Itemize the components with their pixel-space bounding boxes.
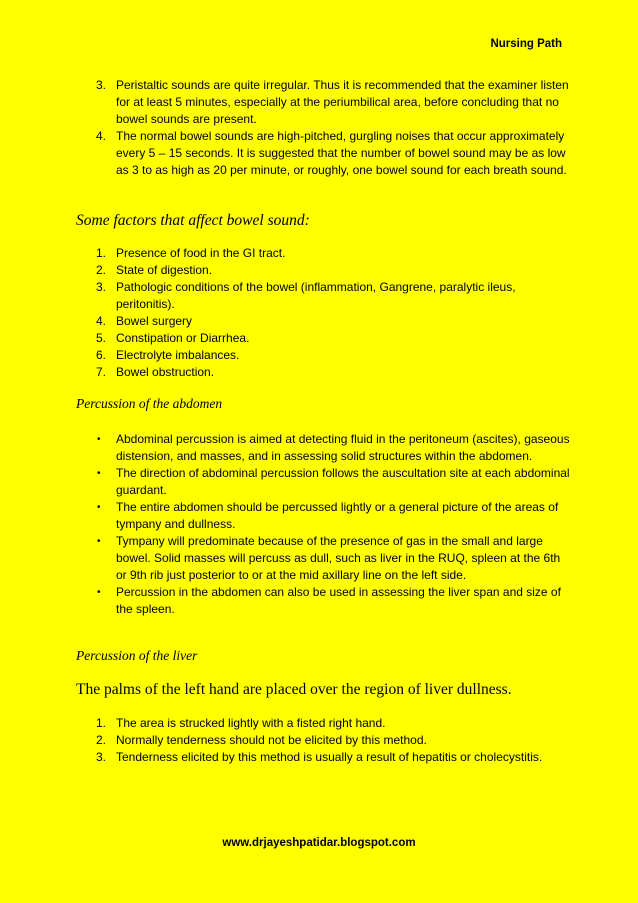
list-item: [0, 347, 638, 364]
list-item: [0, 499, 638, 533]
list-item-text: The normal bowel sounds are high-pitched, gurgling noises that occur approximately every 5 – 15 seconds. It is suggested that the number of bowel sound may be as low as 3 to as high as 20 per minute, or roughly, one bowel sound for each breath sound.: [116, 129, 567, 177]
list-item: [0, 749, 638, 766]
percussion-abdomen-heading: Percussion of the abdomen: [76, 396, 223, 411]
list-number: 4.: [96, 314, 107, 328]
list-item-text: Presence of food in the GI tract.: [116, 246, 286, 260]
list-number: 1.: [96, 246, 107, 260]
list-item: [0, 364, 638, 381]
list-item: [0, 262, 638, 279]
list-item: [0, 313, 638, 330]
list-number: 3.: [96, 750, 107, 764]
list-item-text: Percussion in the abdomen can also be used in assessing the liver span and size of the spleen.: [116, 585, 561, 616]
bullet-icon: •: [97, 502, 101, 513]
factors-list: [0, 245, 638, 381]
list-number: 4.: [96, 129, 107, 143]
percussion-liver-heading: Percussion of the liver: [76, 648, 198, 663]
list-item-text: Abdominal percussion is aimed at detecting fluid in the peritoneum (ascites), gaseous distension, and masses, and in assessing solid structures within the abdomen.: [116, 432, 570, 463]
list-item-text: Peristaltic sounds are quite irregular. Thus it is recommended that the examiner listen for at least 5 minutes, especially at the periumbilical area, before concluding that no bowel sounds are present.: [116, 78, 569, 126]
list-number: 3.: [96, 78, 107, 92]
list-item-text: The direction of abdominal percussion follows the auscultation site at each abdominal guardant.: [116, 466, 570, 497]
list-number: 1.: [96, 716, 107, 730]
factors-heading: Some factors that affect bowel sound:: [76, 212, 310, 229]
list-item-text: Normally tenderness should not be elicited by this method.: [116, 733, 427, 747]
list-number: 6.: [96, 348, 107, 362]
list-item-text: The entire abdomen should be percussed lightly or a general picture of the areas of tympany and dullness.: [116, 500, 559, 531]
list-number: 5.: [96, 331, 107, 345]
list-number: 2.: [96, 733, 107, 747]
bullet-icon: •: [97, 587, 101, 598]
percussion-abdomen-list: [0, 431, 638, 618]
list-item: [0, 279, 638, 313]
percussion-liver-list: [0, 715, 638, 766]
list-item: [0, 732, 638, 749]
list-item-text: Pathologic conditions of the bowel (inflammation, Gangrene, paralytic ileus, peritonitis).: [116, 280, 516, 311]
list-number: 3.: [96, 280, 107, 294]
list-item: [0, 431, 638, 465]
list-item: [0, 245, 638, 262]
list-item-text: Tympany will predominate because of the presence of gas in the small and large bowel. Solid masses will percuss as dull, such as liver in the RUQ, spleen at the 6th or 9th rib just posterior to or at the mid axillary line on the left side.: [116, 534, 561, 582]
list-item: [0, 465, 638, 499]
list-item: [0, 715, 638, 732]
list-item: [0, 330, 638, 347]
footer-url: www.drjayeshpatidar.blogspot.com: [222, 837, 416, 849]
list-item-text: Bowel surgery: [116, 314, 193, 328]
list-number: 7.: [96, 365, 107, 379]
list-item-text: Constipation or Diarrhea.: [116, 331, 250, 345]
list-item: [0, 128, 638, 179]
bullet-icon: •: [97, 468, 101, 479]
percussion-liver-intro: The palms of the left hand are placed over the region of liver dullness.: [76, 681, 512, 698]
list-item-text: Bowel obstruction.: [116, 365, 215, 379]
list-item-text: The area is strucked lightly with a fisted right hand.: [116, 716, 386, 730]
list-item-text: Electrolyte imbalances.: [116, 348, 240, 362]
bullet-icon: •: [97, 434, 101, 445]
running-header: Nursing Path: [490, 38, 562, 50]
list-number: 2.: [96, 263, 107, 277]
list-item-text: State of digestion.: [116, 263, 213, 277]
list-item: [0, 533, 638, 584]
list-item: [0, 584, 638, 618]
bullet-icon: •: [97, 536, 101, 547]
list-item-text: Tenderness elicited by this method is usually a result of hepatitis or cholecystitis.: [116, 750, 543, 764]
intro-list: [0, 77, 638, 179]
list-item: [0, 77, 638, 128]
